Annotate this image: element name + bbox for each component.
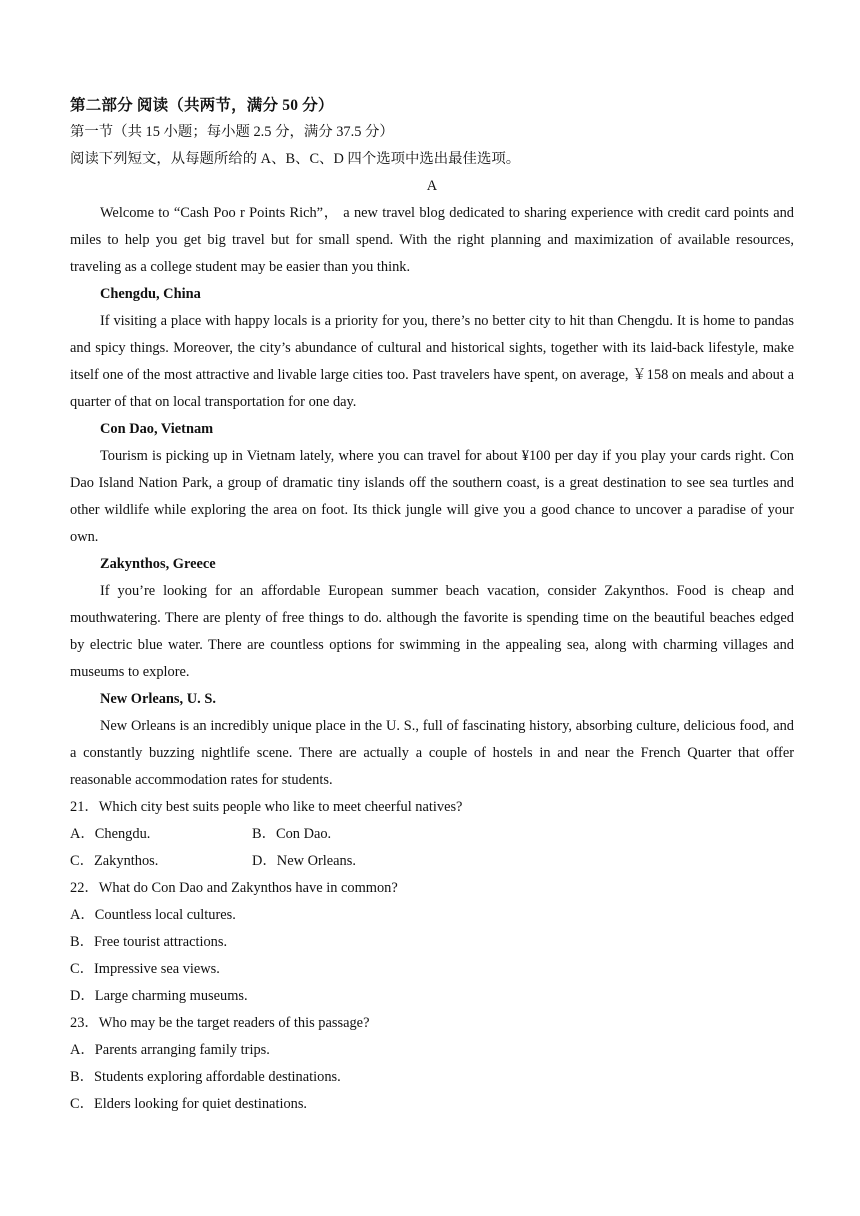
destination-text-new-orleans: New Orleans is an incredibly unique place in the U. S., full of fascinating history, absorbing culture, delicious food, and a constantly buzzing nightlife scene. There are actually a couple of hostels in and near the French Quarter that offer reasonable accommodation rates for students. (70, 718, 794, 788)
destination-text-chengdu: If visiting a place with happy locals is a priority for you, there’s no better city to hit than Chengdu. It is home to pandas and spicy things. Moreover, the city’s abundance of cultural and historical sights, together with its laid-back lifestyle, make itself one of the most attractive and livable large cities too. Past travelers have spent, on average, ￥158 on meals and about a quarter of that on local transportation for one day. (70, 313, 794, 410)
option-letter: C． (70, 853, 94, 869)
option-text: Countless local cultures. (94, 907, 236, 923)
exam-page (70, 92, 794, 1118)
option-text: Parents arranging family trips. (94, 1042, 270, 1058)
option-c[interactable] (70, 1091, 794, 1118)
options-row (70, 848, 794, 875)
question-stem: Who may be the target readers of this passage? (98, 1015, 370, 1031)
option-letter: A． (70, 826, 95, 842)
option-a[interactable] (70, 821, 252, 848)
option-letter: B． (70, 934, 94, 950)
destination-heading-chengdu: Chengdu, China (100, 286, 201, 302)
question-22 (70, 875, 794, 902)
section-subtitle: 第一节（共 15 小题；每小题 2.5 分，满分 37.5 分） (70, 124, 394, 140)
option-b[interactable] (70, 1064, 794, 1091)
option-letter: C． (70, 961, 94, 977)
option-c[interactable] (70, 956, 794, 983)
destination-heading-new-orleans: New Orleans, U. S. (100, 691, 216, 707)
option-text: Free tourist attractions. (94, 934, 228, 950)
destination-heading-con-dao: Con Dao, Vietnam (100, 421, 214, 437)
section-instruction: 阅读下列短文，从每题所给的 A、B、C、D 四个选项中选出最佳选项。 (70, 151, 521, 167)
destination-text-zakynthos: If you’re looking for an affordable European summer beach vacation, consider Zakynthos. Food is cheap and mouthwatering. There are plenty of free things to do. although the favorite is spending time on the beautiful beaches edged by electric blue water. There are countless options for swimming in the appealing sea, along with charming villages and museums to explore. (70, 583, 794, 680)
question-21 (70, 794, 794, 821)
options-row (70, 821, 794, 848)
question-stem: What do Con Dao and Zakynthos have in common? (98, 880, 398, 896)
option-text: Large charming museums. (94, 988, 248, 1004)
option-b[interactable] (252, 821, 434, 848)
destination-heading-zakynthos: Zakynthos, Greece (100, 556, 216, 572)
option-letter: B． (252, 826, 276, 842)
option-letter: A． (70, 907, 95, 923)
passage-label: A (426, 178, 438, 194)
option-text: Zakynthos. (94, 853, 159, 869)
option-letter: D． (252, 853, 277, 869)
question-number: 21． (70, 799, 99, 815)
passage-intro: Welcome to “Cash Poo r Points Rich”， a new travel blog dedicated to sharing experience with credit card points and miles to help you get big travel but for small spend. With the right planning and maximization of available resources, traveling as a college student may be easier than you think. (70, 205, 794, 275)
option-c[interactable] (70, 848, 252, 875)
destination-text-con-dao: Tourism is picking up in Vietnam lately, where you can travel for about ¥100 per day if you play your cards right. Con Dao Island Nation Park, a group of dramatic tiny islands off the southern coast, is a great destination to see sea turtles and other wildlife while exploring the area on foot. Its thick jungle will give you a good chance to uncover a paradise of your own. (70, 448, 794, 545)
option-text: Students exploring affordable destinations. (94, 1069, 341, 1085)
question-stem: Which city best suits people who like to meet cheerful natives? (98, 799, 463, 815)
question-number: 23． (70, 1015, 99, 1031)
option-a[interactable] (70, 1037, 794, 1064)
option-d[interactable] (252, 848, 434, 875)
section-title: 第二部分 阅读（共两节，满分 50 分） (70, 97, 334, 114)
option-text: Impressive sea views. (94, 961, 220, 977)
option-letter: C． (70, 1096, 94, 1112)
question-number: 22． (70, 880, 99, 896)
option-letter: A． (70, 1042, 95, 1058)
question-23 (70, 1010, 794, 1037)
option-text: Elders looking for quiet destinations. (94, 1096, 308, 1112)
option-d[interactable] (70, 983, 794, 1010)
option-b[interactable] (70, 929, 794, 956)
option-a[interactable] (70, 902, 794, 929)
option-letter: D． (70, 988, 95, 1004)
option-text: Con Dao. (276, 826, 332, 842)
option-text: New Orleans. (276, 853, 356, 869)
option-letter: B． (70, 1069, 94, 1085)
option-text: Chengdu. (94, 826, 151, 842)
